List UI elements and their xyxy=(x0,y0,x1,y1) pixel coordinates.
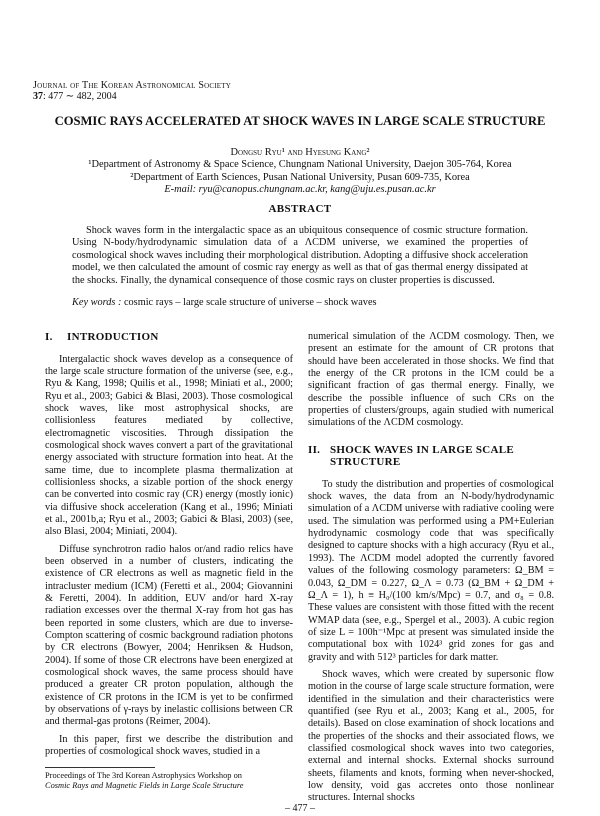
footnote xyxy=(45,771,305,790)
paragraph: Intergalactic shock waves develop as a consequence of the large scale structure formation of the universe (see, e.g., Ryu & Kang, 1998; Quilis et al., 1998; Miniati et al., 2000; Ryu et al., 2003; Gabici & Blasi, 2003). Those cosmological shock waves, like most astrophysical shocks, are collisionless features mediated by collective, electromagnetic viscosities. Through dissipation the cosmological shock waves convert a part of the gravitational energy associated with structure formation into heat. At the same time, due to incomplete plasma thermalization at collisionless shocks, a sizable portion of the shock energy can be converted into cosmic ray (CR) energy (mostly ionic) via diffusive shock acceleration (Kang et al., 1996; Miniati et al., 2001b,a; Ryu et al., 2003; Gabici & Blasi, 2003) (see, also Blasi, 2004; Miniati, 2004). xyxy=(45,353,293,538)
right-column xyxy=(308,331,554,810)
affiliation-2: ²Department of Earth Sciences, Pusan National University, Pusan 609-735, Korea xyxy=(130,171,470,183)
section-2-title-line1: SHOCK WAVES IN LARGE SCALE xyxy=(330,443,515,456)
keywords xyxy=(72,297,542,309)
keywords-label: Key words : xyxy=(72,297,122,308)
author-block xyxy=(30,147,570,197)
abstract-heading: ABSTRACT xyxy=(268,203,332,215)
paragraph: To study the distribution and properties of cosmological shock waves, the data from an N-body/hydrodynamic simulation of a ΛCDM universe with radiative cooling were used. The simulation was performed using a PM+Eulerian hydrodynamic cosmology code that was specifically designed to capture shocks with a high accuracy (Ryu et al., 1993). The ΛCDM model adopted the currently favored values of the following cosmology parameters: Ω_BM = 0.043, Ω_DM = 0.227, Ω_Λ = 0.73 (Ω_BM + Ω_DM + Ω_Λ = 1), h ≡ H₀/(100 km/s/Mpc) = 0.7, and σ₈ = 0.8. These values are consistent with those fitted with the recent WMAP data (see, e.g., Spergel et al., 2003). A cubic region of size L = 100h⁻¹Mpc at present was simulated inside the computational box with 1024³ grid zones for gas and gravity and with 512³ particles for dark matter. xyxy=(308,478,554,663)
paragraph: In this paper, first we describe the distribution and properties of cosmological shock waves, studied in a xyxy=(45,733,293,758)
left-column xyxy=(45,331,293,764)
affiliation-1: ¹Department of Astronomy & Space Science, Chungnam National University, Daejon 305-764, Korea xyxy=(88,159,512,171)
journal-name: Journal of The Korean Astronomical Society xyxy=(33,80,231,91)
section-1-title: INTRODUCTION xyxy=(67,331,159,343)
footnote-line-1: Proceedings of The 3rd Korean Astrophysics Workshop on xyxy=(45,771,242,780)
section-2-title-line2: STRUCTURE xyxy=(330,456,401,469)
paragraph: Shock waves, which were created by supersonic flow motion in the course of large scale structure formation, were identified in the simulation and their characteristics were quantified (see Ryu et al., 2003; Kang et al., 2005, for details). Based on close examination of shock locations and the properties of the shocks and their associated flows, we classified cosmological shock waves into two categories, external and internal shocks. External shocks surround sheets, filaments and knots, forming when never-shocked, low density, void gas accretes onto those nonlinear structures. Internal shocks xyxy=(308,668,554,804)
paragraph: Diffuse synchrotron radio halos or/and radio relics have been observed in a number of clusters, indicating the existence of CR electrons as well as magnetic field in the intracluster medium (ICM) (Feretti et al., 2004; Giovannini & Feretti, 2004). In addition, EUV and/or hard X-ray radiation excesses over the thermal X-ray from hot gas has been reported in some clusters, which are due to inverse-Compton scattering of cosmic background radiation photons by CR electrons (Bowyer, 2004; Henriksen & Hudson, 2004). If some of those CR electrons have been energized at cosmological shock waves, the same process should have produced a greater CR proton population, although the existence of CR protons in the ICM is yet to be confirmed by observations of γ-rays by inelastic collisions between CR and thermal-gas protons (Reimer, 2004). xyxy=(45,543,293,728)
section-1-heading xyxy=(45,331,293,344)
paper-title: COSMIC RAYS ACCELERATED AT SHOCK WAVES IN LARGE SCALE STRUCTURE xyxy=(54,114,546,128)
section-2-number: II. xyxy=(308,443,321,456)
journal-header xyxy=(33,80,231,102)
footnote-rule xyxy=(45,767,155,768)
journal-volume-line xyxy=(33,91,231,102)
section-2-heading xyxy=(308,444,554,469)
section-1-number: I. xyxy=(45,331,53,343)
author-names: Dongsu Ryu¹ and Hyesung Kang² xyxy=(230,147,370,158)
author-email: E-mail: ryu@canopus.chungnam.ac.kr, kang@uju.es.pusan.ac.kr xyxy=(164,184,436,196)
journal-pages: : 477 ∼ 482, 2004 xyxy=(43,91,117,102)
footnote-line-2: Cosmic Rays and Magnetic Fields in Large Scale Structure xyxy=(45,780,244,790)
journal-volume: 37 xyxy=(33,91,43,102)
paragraph: numerical simulation of the ΛCDM cosmology. Then, we present an estimate for the amount of CR protons that should have been accelerated in those shocks. We find that the energy of the CR protons in the ICM could be a significant fraction of gas thermal energy. Finally, we describe the possible influence of such CRs on the properties of clusters/groups, again studied with numerical simulations of the ΛCDM cosmology. xyxy=(308,331,554,429)
page-number: – 477 – xyxy=(285,803,315,814)
keywords-text: cosmic rays – large scale structure of universe – shock waves xyxy=(121,297,377,308)
abstract-text: Shock waves form in the intergalactic space as an ubiquitous consequence of cosmic structure formation. Using N-body/hydrodynamic simulation data of a ΛCDM universe, we examined the properties of cosmological shock waves including their morphological distribution. Adopting a diffusive shock acceleration model, we then calculated the amount of cosmic ray energy as well as that of gas thermal energy dissipated at the shocks. Finally, the dynamical consequence of those cosmic rays on cluster properties is discussed. xyxy=(72,225,528,286)
